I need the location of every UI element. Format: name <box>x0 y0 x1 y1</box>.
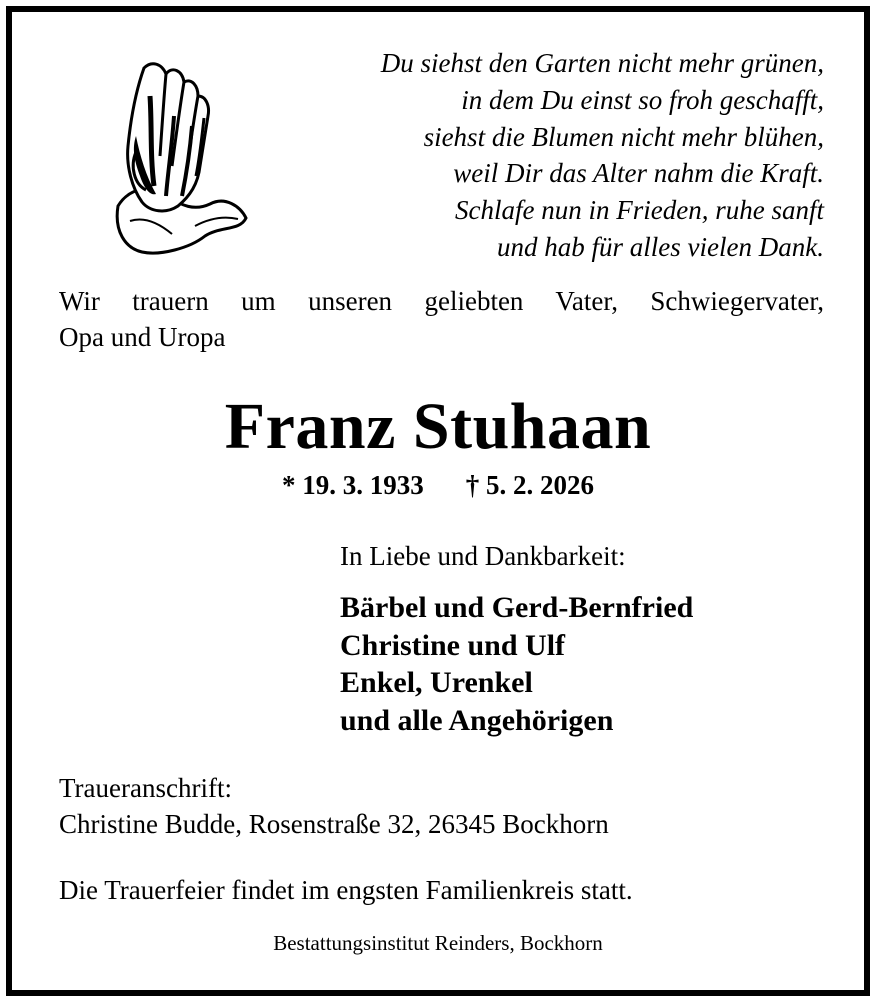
address-line: Christine Budde, Rosenstraße 32, 26345 Bockhorn <box>59 809 609 839</box>
memorial-poem <box>264 45 824 266</box>
dedication-line: In Liebe und Dankbarkeit: <box>340 541 626 571</box>
mourner-entry: Christine und Ulf <box>340 628 566 662</box>
poem-line: weil Dir das Alter nahm die Kraft. <box>453 158 824 189</box>
poem-line: Schlafe nun in Frieden, ruhe sanft <box>455 195 824 226</box>
mourner-entry: und alle Angehörigen <box>340 703 614 737</box>
poem-line: siehst die Blumen nicht mehr blühen, <box>423 121 824 152</box>
mourning-intro <box>59 283 824 355</box>
address-label: Traueranschrift: <box>59 773 232 803</box>
poem-line: Du siehst den Garten nicht mehr grünen, <box>380 48 824 78</box>
mourners-list <box>340 589 693 739</box>
funeral-home: Bestattungsinstitut Reinders, Bockhorn <box>273 931 603 955</box>
mourner-entry: Enkel, Urenkel <box>340 666 533 699</box>
life-dates <box>0 465 876 505</box>
poem-line: und hab für alles vielen Dank. <box>497 231 824 262</box>
birth-date: * 19. 3. 1933 <box>282 470 424 500</box>
poem-line: in dem Du einst so froh geschafft, <box>461 84 824 115</box>
mourning-address <box>59 770 609 842</box>
service-note: Die Trauerfeier findet im engsten Familienkreis statt. <box>59 875 633 905</box>
mourner-entry: Bärbel und Gerd-Bernfried <box>340 591 694 624</box>
intro-line-1: Wir trauern um unseren geliebten Vater, Schwiegervater, <box>59 286 824 316</box>
death-date: † 5. 2. 2026 <box>465 470 594 500</box>
deceased-name: Franz Stuhaan <box>224 390 652 463</box>
intro-line-2: Opa und Uropa <box>59 322 226 352</box>
praying-hands-icon <box>100 56 250 261</box>
